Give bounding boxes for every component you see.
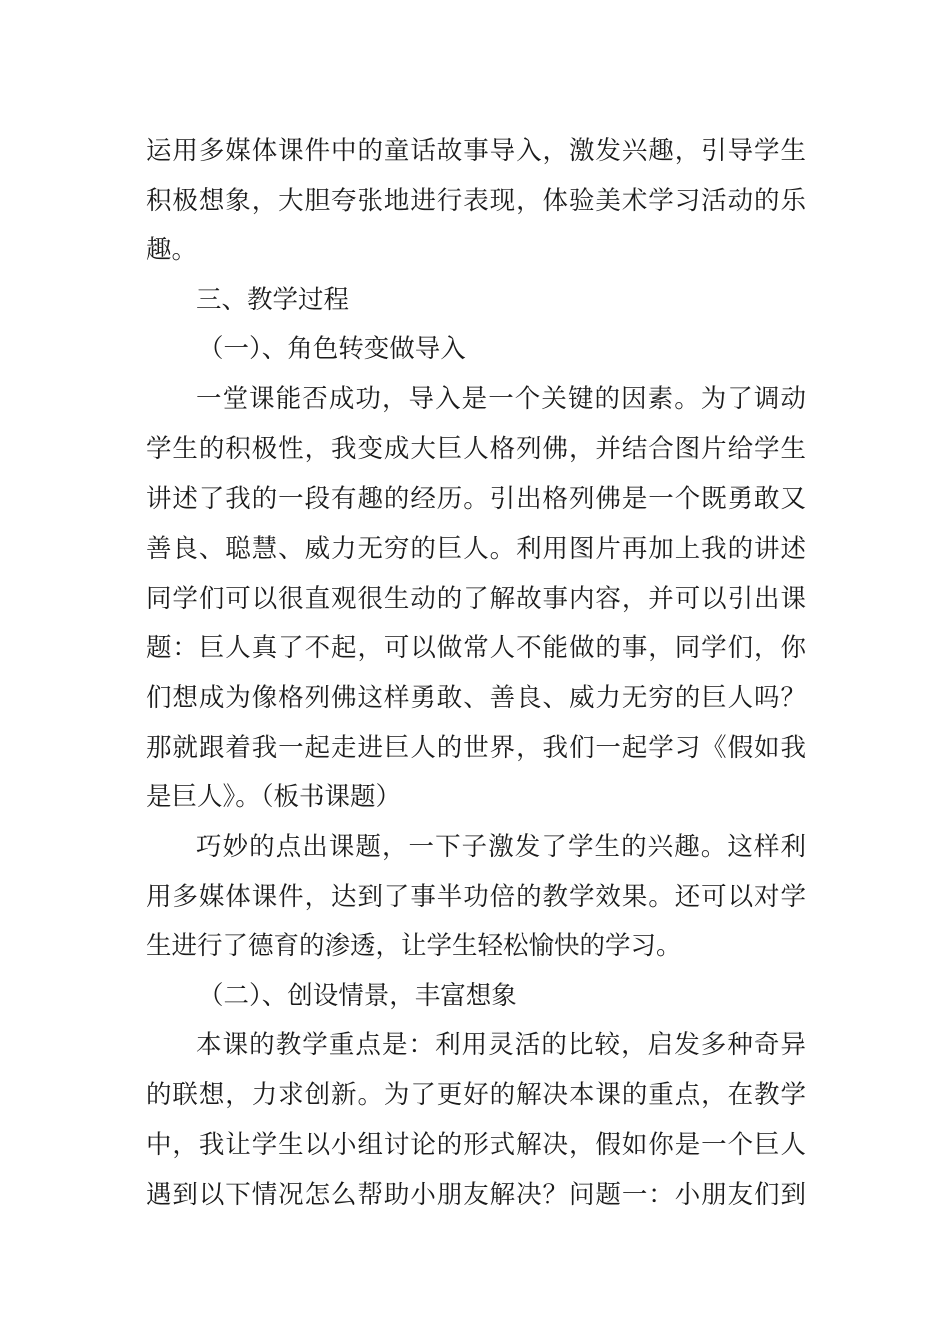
subsection-heading: （一）、角色转变做导入 <box>198 334 466 364</box>
paragraph-line: 善良、聪慧、威力无穷的巨人。利用图片再加上我的讲述 <box>146 534 806 564</box>
paragraph-line: 积极想象，大胆夸张地进行表现，体验美术学习活动的乐 <box>146 186 806 216</box>
subsection-heading: （二）、创设情景，丰富想象 <box>198 981 517 1011</box>
paragraph-line: 生进行了德育的渗透，让学生轻松愉快的学习。 <box>146 931 682 961</box>
paragraph-line: 题：巨人真了不起，可以做常人不能做的事，同学们，你 <box>146 633 806 663</box>
paragraph-line: 的联想，力求创新。为了更好的解决本课的重点，在教学 <box>146 1080 806 1110</box>
paragraph-line: 们想成为像格列佛这样勇敢、善良、威力无穷的巨人吗？ <box>146 683 806 713</box>
paragraph-line: 中，我让学生以小组讨论的形式解决，假如你是一个巨人 <box>146 1130 806 1160</box>
paragraph-line: 本课的教学重点是：利用灵活的比较，启发多种奇异 <box>196 1030 806 1060</box>
paragraph-line: 学生的积极性，我变成大巨人格列佛，并结合图片给学生 <box>146 434 806 464</box>
paragraph-line: 用多媒体课件，达到了事半功倍的教学效果。还可以对学 <box>146 882 806 912</box>
paragraph-line: 趣。 <box>146 235 198 265</box>
paragraph-line: 同学们可以很直观很生动的了解故事内容，并可以引出课 <box>146 584 806 614</box>
paragraph-line: 讲述了我的一段有趣的经历。引出格列佛是一个既勇敢又 <box>146 484 806 514</box>
paragraph-line: 一堂课能否成功，导入是一个关键的因素。为了调动 <box>196 384 806 414</box>
paragraph-line: 是巨人》。（板书课题） <box>146 782 402 812</box>
section-heading: 三、教学过程 <box>196 285 350 315</box>
paragraph-line: 那就跟着我一起走进巨人的世界，我们一起学习《假如我 <box>146 733 806 763</box>
paragraph-line: 巧妙的点出课题，一下子激发了学生的兴趣。这样利 <box>196 832 806 862</box>
paragraph-line: 运用多媒体课件中的童话故事导入，激发兴趣，引导学生 <box>146 136 806 166</box>
paragraph-line: 遇到以下情况怎么帮助小朋友解决？问题一：小朋友们到 <box>146 1180 806 1210</box>
